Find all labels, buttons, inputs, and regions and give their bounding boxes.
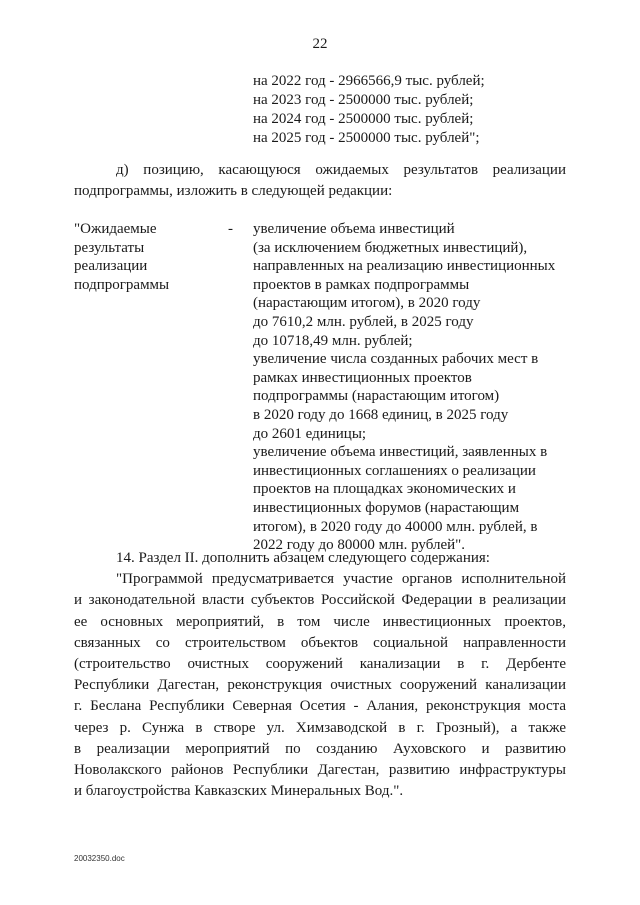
label-line: реализации <box>74 258 148 275</box>
value-line: подпрограммы (нарастающим итогом) <box>253 388 500 405</box>
paragraph-line: (строительство очистных сооружений канализации в г. Дербенте <box>74 655 566 672</box>
funding-line: на 2022 год - 2966566,9 тыс. рублей; <box>253 73 485 89</box>
expected-results-value <box>253 220 566 555</box>
paragraph-line: "Программой предусматривается участие органов исполнительной <box>116 571 566 588</box>
label-line: результаты <box>74 239 145 256</box>
value-line: проектов на площадках экономических и <box>253 481 516 498</box>
value-line: до 2601 единицы; <box>253 425 367 442</box>
value-line: до 10718,49 млн. рублей; <box>253 332 413 349</box>
label-dash: - <box>228 221 233 237</box>
funding-line: на 2023 год - 2500000 тыс. рублей; <box>253 92 474 108</box>
paragraph-line: и благоустройства Кавказских Минеральных Вод.". <box>74 783 404 800</box>
paragraph-line: в реализации мероприятий по созданию Ауховского и развитию <box>74 740 566 757</box>
value-line: инвестиционных форумов (нарастающим <box>253 499 520 516</box>
paragraph-line: Республики Дагестан, реконструкция очистных сооружений канализации <box>74 677 566 694</box>
paragraph-line: ее основных мероприятий, в том числе инвестиционных проектов, <box>74 613 566 630</box>
funding-line: на 2024 год - 2500000 тыс. рублей; <box>253 111 474 127</box>
value-line: увеличение числа созданных рабочих мест в <box>253 351 539 368</box>
value-line: итогом), в 2020 году до 40000 млн. рублей, в <box>253 518 538 535</box>
paragraph-line: г. Беслана Республики Северная Осетия - Алания, реконструкция моста <box>74 698 566 715</box>
value-line: (за исключением бюджетных инвестиций), <box>253 239 528 256</box>
value-line: проектов в рамках подпрограммы <box>253 276 470 293</box>
expected-results-label <box>74 220 214 294</box>
paragraph-line: Новолакского районов Республики Дагестан, развитию инфраструктуры <box>74 761 566 778</box>
page-number: 22 <box>312 36 328 52</box>
value-line: до 7610,2 млн. рублей, в 2025 году <box>253 313 474 330</box>
label-line: подпрограммы <box>74 276 170 293</box>
funding-line: на 2025 год - 2500000 тыс. рублей"; <box>253 130 480 146</box>
paragraph-line: связанных со строительством объектов социальной направленности <box>74 634 566 651</box>
item-d-paragraph <box>74 160 566 202</box>
section-14 <box>74 548 566 802</box>
section-14-heading: 14. Раздел II. дополнить абзацем следующего содержания: <box>116 550 490 566</box>
value-line: 2022 году до 80000 млн. рублей". <box>253 537 466 554</box>
value-line: увеличение объема инвестиций, заявленных в <box>253 444 548 461</box>
item-d-line: д) позицию, касающуюся ожидаемых результатов реализации <box>116 162 566 178</box>
value-line: в 2020 году до 1668 единиц, в 2025 году <box>253 406 509 423</box>
footer-filename: 20032350.doc <box>74 854 125 863</box>
paragraph-line: и законодательной власти субъектов Российской Федерации в реализации <box>74 592 566 609</box>
value-line: направленных на реализацию инвестиционных <box>253 258 556 275</box>
paragraph-line: через р. Сунжа в створе ул. Химзаводской в г. Грозный), а также <box>74 719 566 736</box>
value-line: (нарастающим итогом), в 2020 году <box>253 295 481 312</box>
value-line: увеличение объема инвестиций <box>253 221 455 237</box>
section-14-paragraph <box>74 569 566 802</box>
label-line: "Ожидаемые <box>74 221 157 237</box>
value-line: инвестиционных соглашениях о реализации <box>253 462 536 479</box>
funding-list <box>253 72 485 148</box>
value-line: рамках инвестиционных проектов <box>253 369 472 386</box>
item-d-line: подпрограммы, изложить в следующей редакции: <box>74 183 393 199</box>
